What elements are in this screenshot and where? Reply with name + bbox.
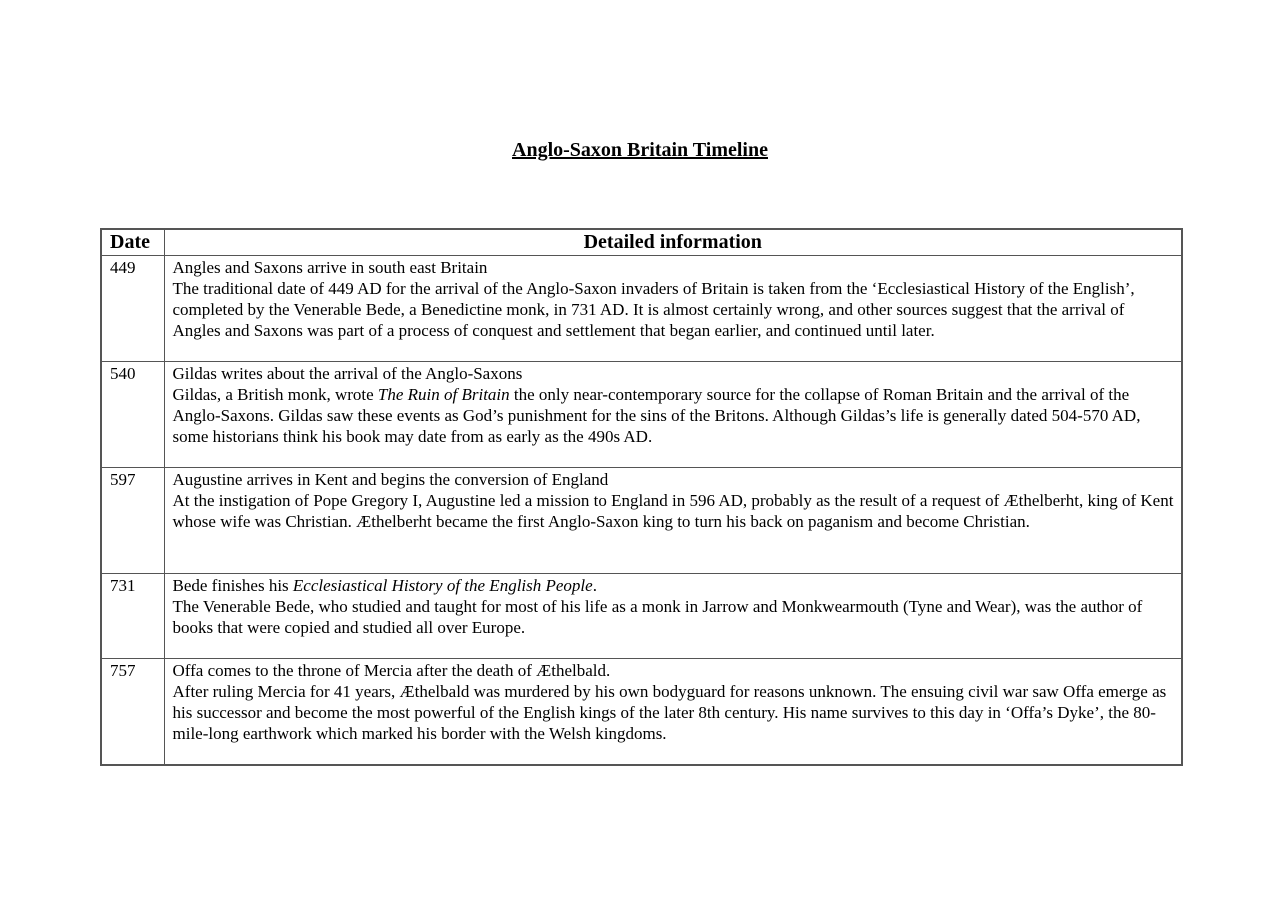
- entry-heading: Angles and Saxons arrive in south east Britain: [172, 258, 488, 277]
- date-cell: 449: [101, 256, 164, 362]
- date-cell: 540: [101, 362, 164, 468]
- table-row: [101, 574, 1182, 659]
- date-cell: 757: [101, 659, 164, 766]
- book-title: Ecclesiastical History of the English People: [292, 576, 593, 595]
- info-cell: [164, 574, 1182, 659]
- book-title: The Ruin of Britain: [377, 385, 510, 404]
- timeline-table: [100, 228, 1183, 766]
- entry-body: The traditional date of 449 AD for the arrival of the Anglo-Saxon invaders of Britain is taken from the ‘Ecclesiastical History of the English’, completed by the Venerable Bede, a Benedictine monk, in 731 AD. It is almost certainly wrong, and other sources suggest that the arrival of Angles and Saxons was part of a process of conquest and settlement that began earlier, and continued until later.: [172, 279, 1135, 340]
- date-cell: 731: [101, 574, 164, 659]
- entry-body: [173, 384, 1176, 447]
- header-detailed-information: Detailed information: [164, 229, 1182, 256]
- table-row: [101, 256, 1182, 362]
- entry-heading: [173, 575, 1176, 596]
- entry-heading: Offa comes to the throne of Mercia after the death of Æthelbald.: [172, 661, 611, 680]
- info-cell: [164, 468, 1182, 574]
- table-row: [101, 362, 1182, 468]
- info-cell: [164, 659, 1182, 766]
- entry-body-text: the only near-contemporary source for the collapse of Roman Britain and the arrival of the Anglo-Saxons. Gildas saw these events as God’s punishment for the sins of the Britons. Although Gildas’s life is generally dated 504-570 AD, some historians think his book may date from as early as the 490s AD.: [172, 385, 1141, 446]
- table-row: [101, 659, 1182, 766]
- entry-body-text: Gildas, a British monk, wrote: [172, 385, 378, 404]
- entry-body: The Venerable Bede, who studied and taught for most of his life as a monk in Jarrow and Monkwearmouth (Tyne and Wear), was the author of books that were copied and studied all over Europe.: [172, 597, 1143, 637]
- info-cell: [164, 362, 1182, 468]
- entry-heading-text: .: [592, 576, 597, 595]
- page-title: Anglo-Saxon Britain Timeline: [512, 139, 768, 161]
- entry-body: After ruling Mercia for 41 years, Æthelbald was murdered by his own bodyguard for reasons unknown. The ensuing civil war saw Offa emerge as his successor and become the most powerful of the English kings of the later 8th century. His name survives to this day in ‘Offa’s Dyke’, the 80-mile-long earthwork which marked his border with the Welsh kingdoms.: [172, 682, 1167, 743]
- header-date: Date: [101, 229, 164, 256]
- info-cell: [164, 256, 1182, 362]
- entry-heading-text: Bede finishes his: [172, 576, 293, 595]
- entry-body: At the instigation of Pope Gregory I, Augustine led a mission to England in 596 AD, probably as the result of a request of Æthelberht, king of Kent whose wife was Christian. Æthelberht became the first Anglo-Saxon king to turn his back on paganism and become Christian.: [172, 491, 1174, 531]
- entry-heading: Augustine arrives in Kent and begins the conversion of England: [172, 470, 609, 489]
- table-header-row: [101, 229, 1182, 256]
- table-row: [101, 468, 1182, 574]
- date-cell: 597: [101, 468, 164, 574]
- entry-heading: Gildas writes about the arrival of the Anglo-Saxons: [172, 364, 523, 383]
